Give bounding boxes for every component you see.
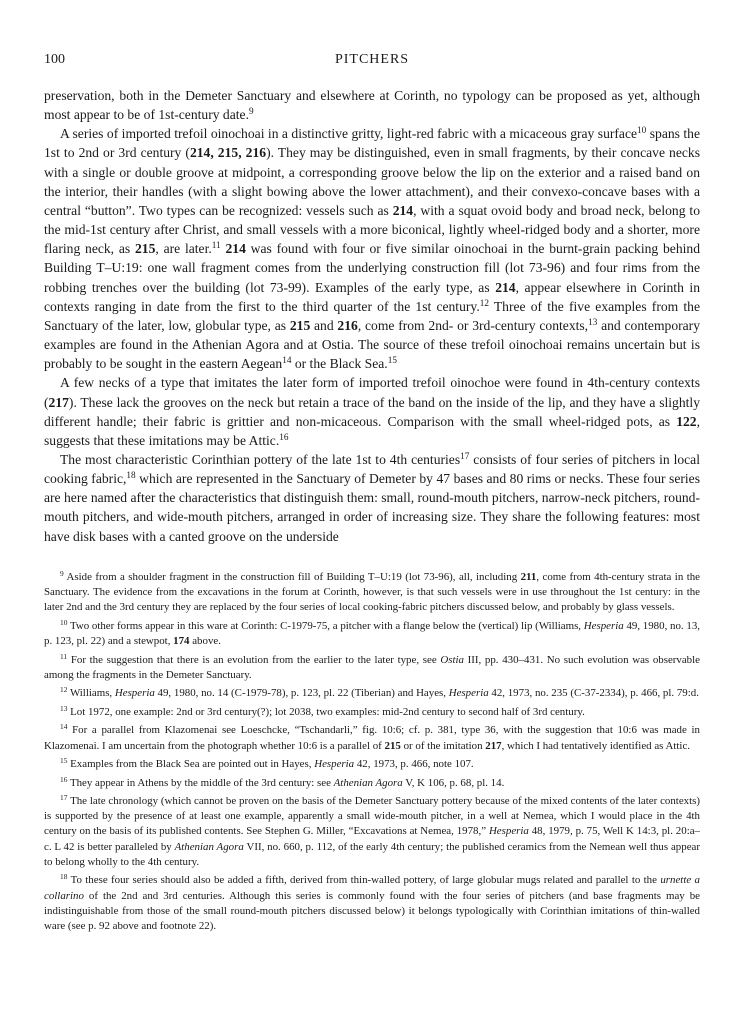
footnote: $^{14}$ For a parallel from Klazomenai see Loeschcke, “Tschandarli,” fig. 10:6; cf. p. 381, type 36, with the suggestion that 10:6 was made in Klazomenai. I am uncertain from the photograph whether 10:6 is a parallel of 215 or of the imitation 217, which I had tentatively identified as Attic. (44, 722, 700, 752)
footnote: $^{17}$ The late chronology (which cannot be proven on the basis of the Demeter Sanctuary pottery because of the mixed contents of the later contexts) is supported by the presence of at least one example, apparently a small wide-mouth pitcher, in a well at Nemea, which I would place in the 4th century on the basis of its published contents. See Stephen G. Miller, “Excavations at Nemea, 1978,” Hesperia 48, 1979, p. 75, Well K 14:3, pl. 20:a–c. L 42 is better paralleled by Athenian Agora VII, no. 660, p. 112, of the early 4th century; the published ceramics from the Nemean well thus appear to belong wholly to the 4th century. (44, 792, 701, 868)
footnote: $^9$ Aside from a shoulder fragment in the construction fill of Building T–U:19 (lot 73-96), all, including 211, come from 4th-century strata in the Sanctuary. The evidence from the excavations in the forum at Corinth, however, is that such vessels were in use throughout the 1st century: in the later 2nd and the 3rd century they are replaced by the four series of local cooking-fabric pitchers discussed below, and probably by glass vessels. (44, 568, 701, 614)
paragraph: A few necks of a type that imitates the later form of imported trefoil oinochoe were found in 4th-century contexts (217). These lack the grooves on the neck but retain a trace of the band on the inside of the lip, and they have a slightly different handle; their fabric is grittier and non-micaceous. Comparison with the small wheel-ridged pots, as 122, suggests that these imitations may be Attic.$^{16}$ (44, 375, 700, 448)
footnote-ref: 14 (282, 355, 292, 366)
paragraph: preservation, both in the Demeter Sanctuary and elsewhere at Corinth, no typology can be proposed as yet, although most appear to be of 1st-century date.$^9$ (44, 88, 700, 123)
footnote: $^{11}$ For the suggestion that there is an evolution from the earlier to the later type, see Ostia III, pp. 430–431. No such evolution was observable among the fragments in the Demeter Sanctuary. (44, 651, 700, 681)
main-text (44, 86, 700, 546)
footnote: $^{15}$ Examples from the Black Sea are pointed out in Hayes, Hesperia 42, 1973, p. 466, note 107. (60, 755, 474, 771)
footnote: $^{18}$ To these four series should also be added a fifth, derived from thin-walled pottery, of large globular mugs related and parallel to the urnette a collarino of the 2nd and 3rd centuries. Although this series is commonly found with the four series of pitchers (and base fragments may be indistinguishable from those of the small round-mouth pitchers discussed below) it belongs typologically with Corinthian imitations of thin-walled ware (see p. 92 above and footnote 22). (44, 872, 700, 932)
footnote-ref: 13 (588, 316, 598, 327)
footnote-ref: 15 (387, 355, 397, 366)
footnote-ref: 9 (248, 106, 254, 117)
footnote-ref: 18 (126, 470, 136, 481)
footnote: $^{10}$ Two other forms appear in this ware at Corinth: C-1979-75, a pitcher with a flange below the (vertical) lip (Williams, Hesperia 49, 1980, no. 13, p. 123, pl. 22) and a stewpot, 174 above. (44, 617, 700, 648)
catalog-ref: 217 (48, 394, 69, 410)
catalog-ref: 215 (135, 241, 156, 257)
footnote: $^{12}$ Williams, Hesperia 49, 1980, no. 14 (C-1979-78), p. 123, pl. 22 (Tiberian) and Hayes, Hesperia 42, 1973, no. 235 (C-37-2334), p. 466, pl. 79:d. (60, 685, 699, 700)
catalog-ref: 214 (225, 241, 246, 257)
catalog-ref: 215 (289, 317, 311, 333)
paragraph: The most characteristic Corinthian pottery of the late 1st to 4th centuries$^{17}$ consists of four series of pitchers in local cooking fabric,$^{18}$ which are represented in the Sanctuary of Demeter by 47 bases and 80 rims or necks. These four series are here named after the characteristics that distinguish them: small, round-mouth pitchers, narrow-neck pitchers, round-mouth pitchers, and wide-mouth pitchers, arranged in order of increasing size. They share the following features: most have disk bases with a canted groove on the underside (44, 450, 700, 544)
footnote: $^{16}$ They appear in Athens by the middle of the 3rd century: see Athenian Agora V, K 106, p. 68, pl. 14. (60, 774, 505, 789)
catalog-ref: 214 (392, 202, 414, 218)
paragraph: A series of imported trefoil oinochoai in a distinctive gritty, light-red fabric with a micaceous gray surface$^{10}$ spans the 1st to 2nd or 3rd century (214, 215, 216). They may be distinguished, even in small fragments, by their concave necks with a single or double groove at midpoint, a corresponding groove below the lip on the exterior and a raised band on the interior, their handles (with a slight bowing above the lower attachment), and their convexo-concave bases with a central “button”. Two types can be recognized: vessels such as 214, with a squat ovoid body and broad neck, belong to the mid-1st century after Christ, and small vessels with a more biconical, lightly wheel-ridged body and a shorter, more flaring neck, as 215, are later.$^{11}$ 214 was found with four or five similar oinochoai in the burnt-grain packing behind Building T–U:19: one wall fragment comes from the underlying construction fill (lot 73-96) and four rims from the robbing trenches over the building (lot 73-99). Examples of the early type, as 214, appear elsewhere in Corinth in contexts ranging in date from the first to the third quarter of the 1st century.$^{12}$ Three of the five examples from the Sanctuary of the later, low, globular type, as 215 and 216, come from 2nd- or 3rd-century contexts,$^{13}$ and contemporary examples are found in the Athenian Agora and at Ostia. The source of these trefoil oinochoai remains uncertain but is probably to be sought in the eastern Aegean$^{14}$ or the Black Sea.$^{15}$ (44, 125, 701, 372)
catalog-ref: 122 (676, 413, 697, 429)
footnote: $^{13}$ Lot 1972, one example: 2nd or 3rd century(?); lot 2038, two examples: mid-2nd century to second half of 3rd century. (60, 703, 585, 718)
page-number: 100 (44, 52, 65, 67)
footnote-ref: 12 (479, 297, 489, 308)
footnote-ref: 17 (460, 450, 470, 461)
running-title: PITCHERS (334, 52, 410, 67)
footnote-ref: 10 (637, 125, 647, 136)
footnotes (44, 570, 700, 937)
catalog-ref: 214, 215, 216 (189, 145, 267, 161)
footnote-ref: 11 (211, 240, 221, 251)
page-header (44, 52, 700, 72)
catalog-ref: 216 (337, 317, 358, 333)
catalog-ref: 214 (495, 279, 516, 295)
footnote-ref: 16 (279, 431, 289, 442)
